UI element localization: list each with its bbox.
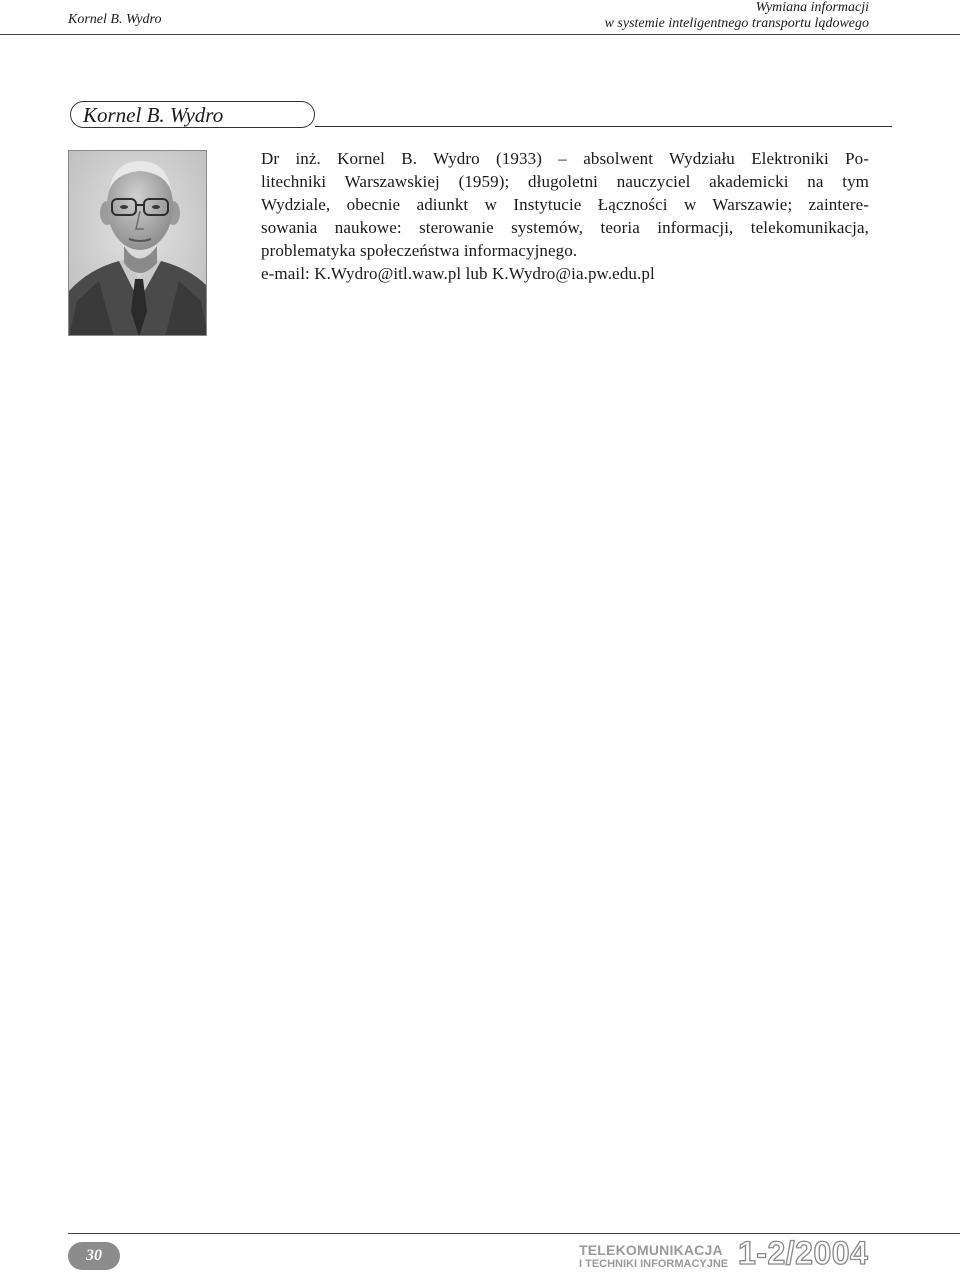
header-divider [0, 34, 960, 35]
journal-name-line2: I TECHNIKI INFORMACYJNE [579, 1258, 729, 1270]
page-number: 30 [86, 1247, 102, 1264]
author-email: e-mail: K.Wydro@itl.waw.pl lub K.Wydro@ia.pw.edu.pl [261, 264, 655, 283]
running-header-title-line1: Wymiana informacji [755, 0, 869, 15]
journal-name-line1: TELEKOMUNIKACJA [579, 1242, 723, 1258]
author-biography [261, 147, 869, 285]
running-header-title [605, 0, 869, 32]
running-header-title-line2: w systemie inteligentnego transportu lądowego [604, 16, 869, 31]
bio-line: problematyka społeczeństwa informacyjnego. [261, 241, 578, 260]
section-title-rule [315, 126, 892, 127]
bio-line: sowania naukowe: sterowanie systemów, teoria informacji, telekomunikacja, [261, 218, 869, 237]
bio-line: Dr inż. Kornel B. Wydro (1933) – absolwent Wydziału Elektroniki Po- [261, 149, 869, 168]
bio-line: litechniki Warszawskiej (1959); długoletni nauczyciel akademicki na tym [261, 172, 869, 191]
journal-name [579, 1244, 728, 1270]
author-portrait [68, 150, 207, 336]
section-title: Kornel B. Wydro [83, 103, 224, 127]
footer-divider [68, 1233, 960, 1234]
running-header-author: Kornel B. Wydro [68, 12, 162, 27]
bio-line: Wydziale, obecnie adiunkt w Instytucie Łączności w Warszawie; zaintere- [261, 195, 869, 214]
issue-number: 1-2/2004 [738, 1235, 869, 1271]
page-number-badge [68, 1242, 120, 1270]
